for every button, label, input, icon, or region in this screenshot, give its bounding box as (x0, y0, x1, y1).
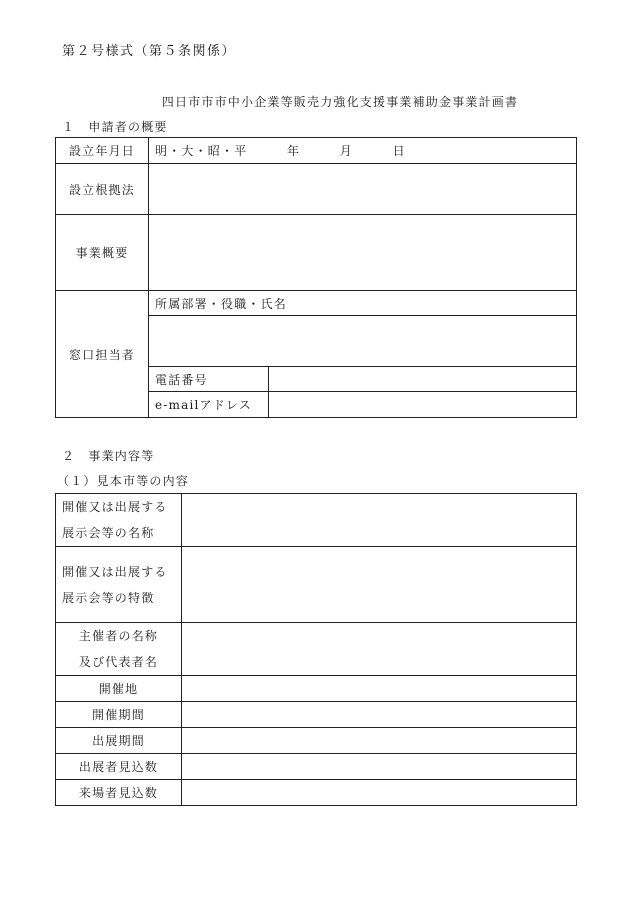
table-row (56, 547, 577, 623)
document-title: 四日市市市中小企業等販売力強化支援事業補助金事業計画書 (161, 95, 519, 109)
contact-dept-label: 所属部署・役職・氏名 (149, 291, 577, 316)
expected-visitors-label: 来場者見込数 (56, 780, 182, 806)
exhibition-name-label-line2: 展示会等の名称 (62, 526, 155, 540)
organizer-field[interactable] (182, 623, 577, 676)
table-row (56, 676, 577, 702)
table-row (56, 164, 577, 215)
table-row (56, 728, 577, 754)
legal-basis-label: 設立根拠法 (56, 164, 149, 215)
contact-dept-field[interactable] (149, 316, 577, 367)
venue-field[interactable] (182, 676, 577, 702)
table-row (56, 754, 577, 780)
business-summary-field[interactable] (149, 215, 577, 291)
exhibition-feature-label-line2: 展示会等の特徴 (62, 590, 155, 605)
exhibit-period-field[interactable] (182, 728, 577, 754)
table-row (56, 623, 577, 676)
table-row (56, 702, 577, 728)
contact-label: 窓口担当者 (56, 291, 149, 418)
business-summary-label: 事業概要 (56, 215, 149, 291)
exhibition-name-field[interactable] (182, 494, 577, 547)
exhibition-feature-label (56, 547, 182, 623)
section2-heading: ２ 事業内容等 (62, 449, 155, 463)
table-row (56, 138, 577, 164)
table-row (56, 215, 577, 291)
exhibition-name-label (56, 494, 182, 547)
exhibit-period-label: 出展期間 (56, 728, 182, 754)
established-date-label: 設立年月日 (56, 138, 149, 164)
email-field[interactable] (269, 392, 577, 418)
form-number: 第２号様式（第５条関係） (62, 44, 237, 59)
expected-visitors-field[interactable] (182, 780, 577, 806)
event-period-label: 開催期間 (56, 702, 182, 728)
table-row (56, 494, 577, 547)
section1-heading: １ 申請者の概要 (62, 120, 168, 134)
email-label: e-mailアドレス (149, 392, 269, 418)
expected-exhibitors-field[interactable] (182, 754, 577, 780)
phone-field[interactable] (269, 367, 577, 392)
venue-label: 開催地 (56, 676, 182, 702)
exhibition-content-table (55, 493, 577, 806)
table-row (56, 291, 577, 316)
table-row (56, 780, 577, 806)
legal-basis-field[interactable] (149, 164, 577, 215)
organizer-label-line2: 及び代表者名 (78, 655, 159, 669)
exhibition-name-label-line1: 開催又は出展する (62, 500, 168, 514)
expected-exhibitors-label: 出展者見込数 (56, 754, 182, 780)
organizer-label-line1: 主催者の名称 (78, 629, 159, 643)
established-date-value[interactable]: 明・大・昭・平 年 月 日 (149, 138, 577, 164)
event-period-field[interactable] (182, 702, 577, 728)
exhibition-feature-field[interactable] (182, 547, 577, 623)
phone-label: 電話番号 (149, 367, 269, 392)
organizer-label (56, 623, 182, 676)
section2-subheading: （１）見本市等の内容 (57, 474, 190, 488)
applicant-overview-table (55, 137, 577, 418)
exhibition-feature-label-line1: 開催又は出展する (62, 564, 168, 579)
